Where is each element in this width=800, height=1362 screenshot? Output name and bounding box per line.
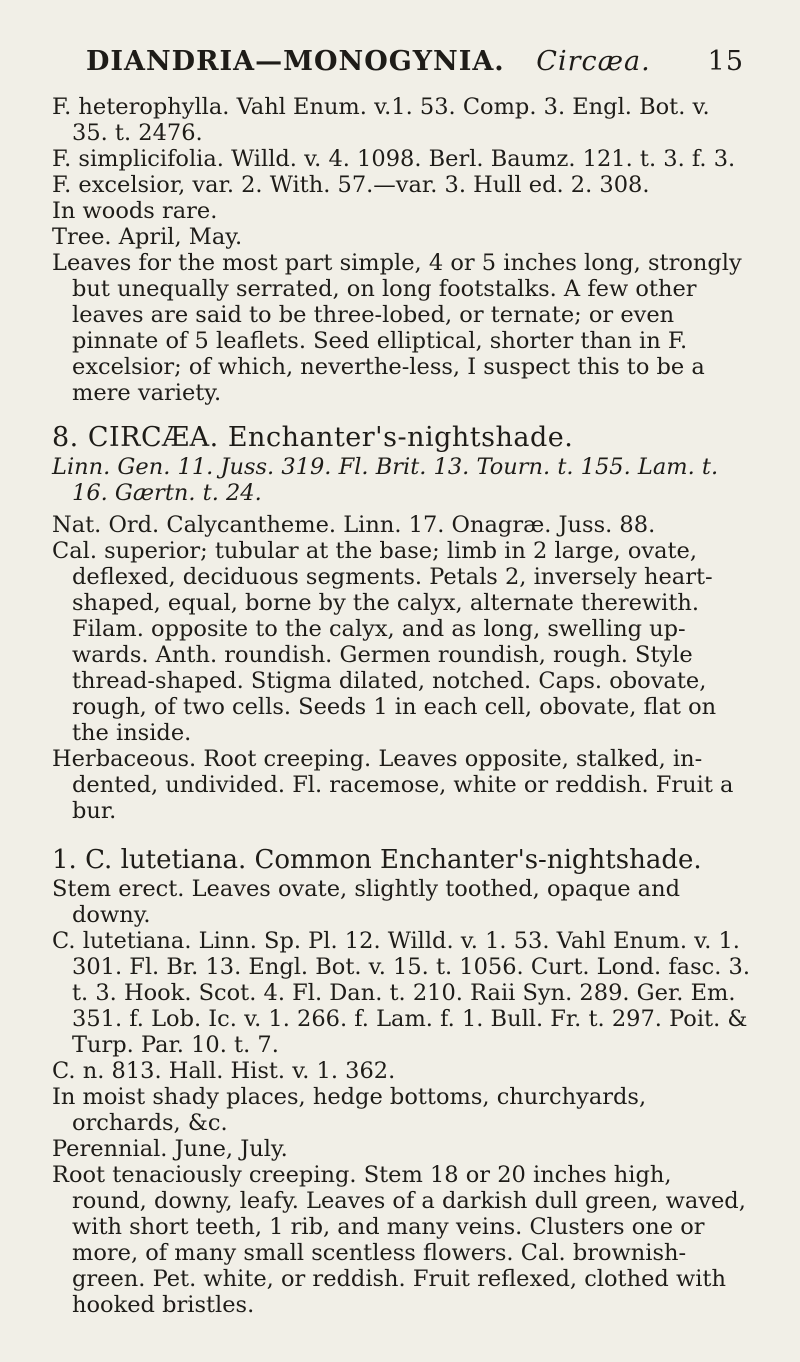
page-number: 15 [707,46,744,77]
generic-character: Cal. superior; tubular at the base; limb in 2 large, ovate, deflexed, deciduous segments. Petals 2, inversely heart-shaped, equal, borne by the calyx, alternate therewith. Filam. opposite to the calyx, and as long, swelling up-wards. Anth. roundish. Germen roundish, rough. Style thread-shaped. Stigma dilated, notched. Caps. obovate, rough, of two cells. Seeds 1 in each cell, obovate, flat on the inside. [52,538,717,746]
natural-order: Nat. Ord. Calycantheme. Linn. 17. Onagræ. Juss. 88. [52,512,656,538]
page-body [52,94,752,1318]
genus-heading: 8. CIRCÆA. Enchanter's-nightshade. [52,422,574,453]
genus-references: Linn. Gen. 11. Juss. 319. Fl. Brit. 13. Tourn. t. 155. Lam. t. 16. Gærtn. t. 24. [52,454,719,506]
species-synonyms: C. lutetiana. Linn. Sp. Pl. 12. Willd. v. 1. 53. Vahl Enum. v. 1. 301. Fl. Br. 13. Engl. Bot. v. 15. t. 1056. Curt. Lond. fasc. 3. t. 3. Hook. Scot. 4. Fl. Dan. t. 210. Raii Syn. 289. Ger. Em. 351. f. Lob. Ic. v. 1. 266. f. Lam. f. 1. Bull. Fr. t. 297. Poit. & Turp. Par. 10. t. 7. [52,928,751,1058]
species-diagnosis: Stem erect. Leaves ovate, slightly toothed, opaque and downy. [52,876,680,928]
species-description: Root tenaciously creeping. Stem 18 or 20 inches high, round, downy, leafy. Leaves of a darkish dull green, waved, with short teeth, 1 rib, and many veins. Clusters one or more, of many small scentless flowers. Cal. brownish-green. Pet. white, or reddish. Fruit reflexed, clothed with hooked bristles. [52,1162,746,1318]
header-subtitle: Circæa. [536,46,651,77]
habitat-line: In woods rare. [52,198,218,224]
generic-habit: Herbaceous. Root creeping. Leaves opposite, stalked, in-dented, undivided. Fl. racemose, white or reddish. Fruit a bur. [52,746,734,824]
synonym-line: F. excelsior, var. 2. With. 57.—var. 3. Hull ed. 2. 308. [52,172,650,198]
species-synonyms-2: C. n. 813. Hall. Hist. v. 1. 362. [52,1058,396,1084]
description-paragraph: Leaves for the most part simple, 4 or 5 inches long, strongly but unequally serrated, on long footstalks. A few other leaves are said to be three-lobed, or ternate; or even pinnate of 5 leaflets. Seed elliptical, shorter than in F. excelsior; of which, neverthe-less, I suspect this to be a mere variety. [52,250,742,406]
running-header [86,46,744,77]
species-habitat: In moist shady places, hedge bottoms, churchyards, orchards, &c. [52,1084,647,1136]
synonym-line: F. heterophylla. Vahl Enum. v.1. 53. Comp. 3. Engl. Bot. v. 35. t. 2476. [52,94,710,146]
species-season: Perennial. June, July. [52,1136,288,1162]
header-title: DIANDRIA—MONOGYNIA. [86,46,505,77]
synonym-line: F. simplicifolia. Willd. v. 4. 1098. Berl. Baumz. 121. t. 3. f. 3. [52,146,736,172]
season-line: Tree. April, May. [52,224,243,250]
species-heading: 1. C. lutetiana. Common Enchanter's-nightshade. [52,845,702,875]
